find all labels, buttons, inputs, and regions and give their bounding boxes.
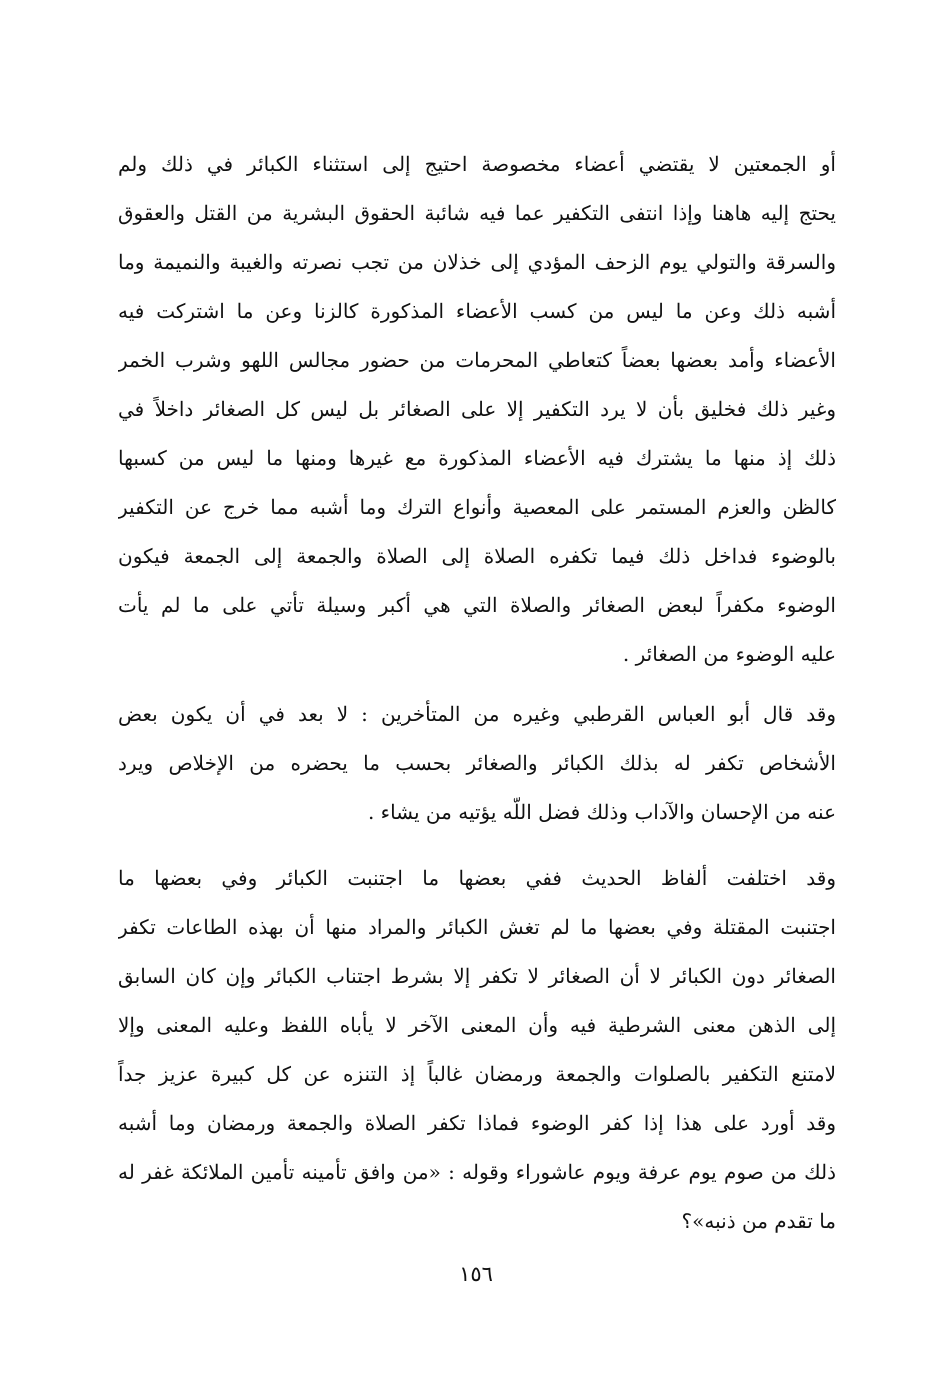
text-line: ذلك من صوم يوم عرفة ويوم عاشوراء وقوله : «من وافق تأمينه تأمين الملائكة غفر له (118, 1160, 836, 1184)
text-line: الصغائر دون الكبائر لا أن الصغائر لا تكفر إلا بشرط اجتناب الكبائر وإن كان السابق (118, 964, 836, 988)
text-line: الأشخاص تكفر له بذلك الكبائر والصغائر بحسب ما يحضره من الإخلاص ويرد (118, 751, 836, 775)
text-line: وقد اختلفت ألفاظ الحديث ففي بعضها ما اجتنبت الكبائر وفي بعضها ما (118, 866, 836, 890)
paragraph-3 (118, 854, 836, 1246)
text-line: بالوضوء فداخل ذلك فيما تكفره الصلاة إلى الصلاة والجمعة إلى الجمعة فيكون (118, 544, 836, 568)
text-line: الأعضاء وأمد بعضها بعضاً كتعاطي المحرمات من حضور مجالس اللهو وشرب الخمر (118, 348, 836, 372)
paragraph-1 (118, 140, 836, 679)
text-line: عنه من الإحسان والآداب وذلك فضل اللّه يؤتيه من يشاء . (367, 800, 836, 824)
text-line: وقد أورد على هذا إذا كفر الوضوء فماذا تكفر الصلاة والجمعة ورمضان وما أشبه (118, 1111, 836, 1135)
text-line: وغير ذلك فخليق بأن لا يرد التكفير إلا على الصغائر بل ليس كل الصغائر داخلاً في (118, 397, 836, 421)
text-line: أو الجمعتين لا يقتضي أعضاء مخصوصة احتيج إلى استثناء الكبائر في ذلك ولم (118, 152, 836, 176)
text-line: ذلك إذ منها ما يشترك فيه الأعضاء المذكورة مع غيرها ومنها ما ليس من كسبها (118, 446, 836, 470)
text-line: إلى الذهن معنى الشرطية فيه وأن المعنى الآخر لا يأباه اللفظ وعليه المعنى وإلا (118, 1013, 836, 1037)
text-line: لامتنع التكفير بالصلوات والجمعة ورمضان غالباً إذ التنزه عن كل كبيرة عزيز جداً (118, 1062, 836, 1086)
text-line: والسرقة والتولي يوم الزحف المؤدي إلى خذلان من تجب نصرته والغيبة والنميمة وما (118, 250, 836, 274)
text-line: كالظن والعزم المستمر على المعصية وأنواع الترك وما أشبه مما خرج عن التكفير (118, 495, 836, 519)
text-line: يحتج إليه هاهنا وإذا انتفى التكفير عما فيه شائبة الحقوق البشرية من القتل والعقوق (118, 201, 836, 225)
paragraph-2 (118, 690, 836, 837)
text-line: ما تقدم من ذنبه»؟ (681, 1209, 836, 1233)
text-line: عليه الوضوء من الصغائر . (622, 642, 836, 666)
text-line: الوضوء مكفراً لبعض الصغائر والصلاة التي هي أكبر وسيلة تأتي على ما لم يأت (118, 593, 836, 617)
text-line: وقد قال أبو العباس القرطبي وغيره من المتأخرين : لا بعد في أن يكون بعض (118, 702, 836, 726)
page-number: ١٥٦ (459, 1262, 493, 1286)
text-line: أشبه ذلك وعن ما ليس من كسب الأعضاء المذكورة كالزنا وعن ما اشتركت فيه (118, 299, 836, 323)
text-line: اجتنبت المقتلة وفي بعضها ما لم تغش الكبائر والمراد منها أن بهذه الطاعات تكفر (118, 915, 836, 939)
